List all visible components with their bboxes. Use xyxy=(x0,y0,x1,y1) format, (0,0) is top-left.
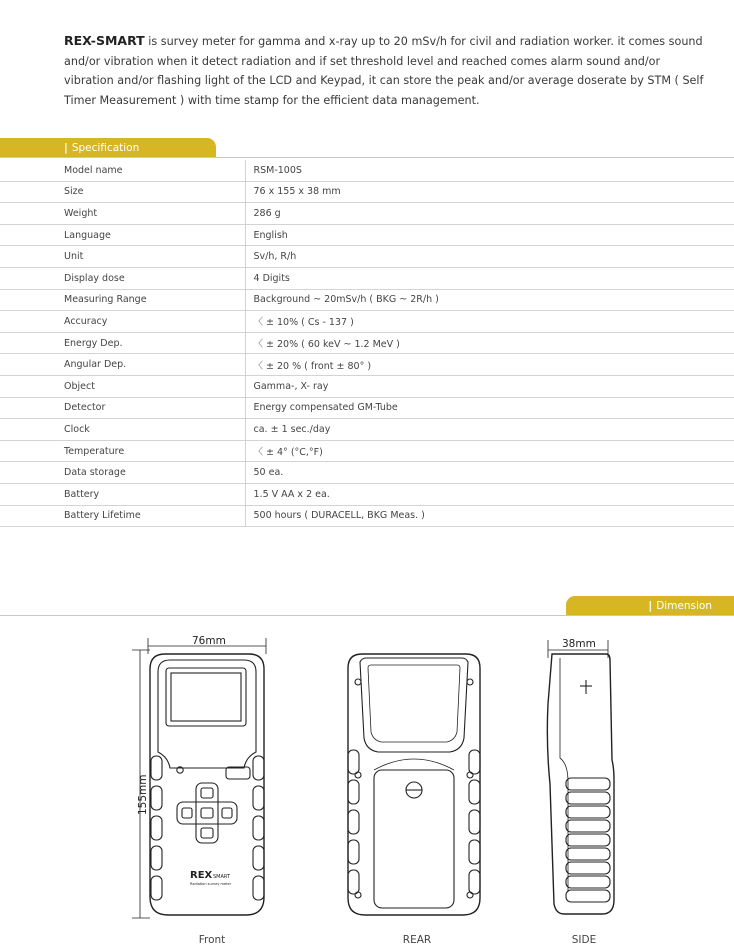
spec-row xyxy=(0,224,734,246)
grip-bump xyxy=(151,876,162,900)
rear-view-drawing xyxy=(348,654,480,915)
spec-row xyxy=(0,267,734,289)
spec-row xyxy=(0,181,734,203)
grip-bump xyxy=(469,750,480,774)
grip-bump xyxy=(151,816,162,840)
intro-text: is survey meter for gamma and x-ray up to 20 mSv/h for civil and radiation worker. it comes sound and/or vibration when it detect radiation and if set threshold level and reached comes alarm sound and/or vibration and/or flashing light of the LCD and Keypad, it can store the peak and/or average doserate by STM ( Self Timer Measurement ) with time stamp for the efficient data management. xyxy=(64,35,704,107)
spec-value: 〈 ± 4° (°C,°F) xyxy=(245,440,734,462)
spec-value: 1.5 V AA x 2 ea. xyxy=(245,483,734,505)
grip-bump xyxy=(566,876,610,888)
spec-row xyxy=(0,419,734,441)
dimension-tab: | Dimension xyxy=(566,596,734,616)
grip-bump xyxy=(253,846,264,870)
spec-row xyxy=(0,332,734,354)
grip-bump xyxy=(566,848,610,860)
spec-value: Background ~ 20mSv/h ( BKG ~ 2R/h ) xyxy=(245,289,734,311)
grip-bump xyxy=(253,786,264,810)
grip-bump xyxy=(566,806,610,818)
rear-caption: REAR xyxy=(402,934,432,946)
specification-divider xyxy=(0,157,734,158)
spec-key: Object xyxy=(0,375,245,397)
dimension-tab-label: Dimension xyxy=(656,600,712,612)
grip-bump xyxy=(348,870,359,894)
spec-key: Weight xyxy=(0,203,245,225)
spec-key: Battery Lifetime xyxy=(0,505,245,527)
spec-row xyxy=(0,246,734,268)
grip-bump xyxy=(566,890,610,902)
specification-table xyxy=(0,160,734,527)
spec-key: Size xyxy=(0,181,245,203)
spec-row xyxy=(0,397,734,419)
grip-bump xyxy=(566,778,610,790)
spec-key: Display dose xyxy=(0,267,245,289)
spec-row xyxy=(0,203,734,225)
specification-tab-label: Specification xyxy=(71,142,140,154)
grip-bump xyxy=(469,810,480,834)
width-label: 76mm xyxy=(192,635,226,647)
brand-name: REX-SMART xyxy=(64,33,145,49)
grip-bump xyxy=(566,834,610,846)
spec-key: Detector xyxy=(0,397,245,419)
grip-bump xyxy=(469,840,480,864)
spec-value: 76 x 155 x 38 mm xyxy=(245,181,734,203)
front-view-drawing xyxy=(132,635,266,918)
grip-bump xyxy=(253,816,264,840)
grip-bump xyxy=(566,862,610,874)
spec-value: 50 ea. xyxy=(245,462,734,484)
spec-row xyxy=(0,289,734,311)
spec-row xyxy=(0,160,734,181)
spec-row xyxy=(0,505,734,527)
front-logo-tagline: Radiation survey meter xyxy=(190,882,232,886)
spec-key: Data storage xyxy=(0,462,245,484)
spec-row xyxy=(0,311,734,333)
grip-bump xyxy=(348,840,359,864)
spec-value: ca. ± 1 sec./day xyxy=(245,419,734,441)
grip-bump xyxy=(469,780,480,804)
spec-key: Unit xyxy=(0,246,245,268)
depth-label: 38mm xyxy=(562,638,596,650)
spec-key: Temperature xyxy=(0,440,245,462)
spec-row xyxy=(0,462,734,484)
grip-bump xyxy=(253,876,264,900)
grip-bump xyxy=(253,756,264,780)
spec-value: RSM-100S xyxy=(245,160,734,181)
front-logo: REX xyxy=(190,870,213,881)
grip-bump xyxy=(151,756,162,780)
spec-value: 4 Digits xyxy=(245,267,734,289)
spec-key: Clock xyxy=(0,419,245,441)
spec-key: Language xyxy=(0,224,245,246)
grip-bump xyxy=(566,792,610,804)
side-view-drawing xyxy=(547,638,614,914)
front-caption: Front xyxy=(198,934,226,946)
spec-row xyxy=(0,483,734,505)
grip-bump xyxy=(469,870,480,894)
spec-key: Accuracy xyxy=(0,311,245,333)
specification-tab: | Specification xyxy=(0,138,216,158)
spec-value: 〈 ± 20% ( 60 keV ~ 1.2 MeV ) xyxy=(245,332,734,354)
grip-bump xyxy=(348,750,359,774)
spec-value: 286 g xyxy=(245,203,734,225)
spec-key: Model name xyxy=(0,160,245,181)
spec-row xyxy=(0,440,734,462)
spec-value: English xyxy=(245,224,734,246)
front-logo-sub: SMART xyxy=(213,874,231,880)
spec-value: 〈 ± 20 % ( front ± 80° ) xyxy=(245,354,734,376)
spec-value: 〈 ± 10% ( Cs - 137 ) xyxy=(245,311,734,333)
spec-key: Battery xyxy=(0,483,245,505)
device-drawings xyxy=(0,620,734,932)
grip-bump xyxy=(151,846,162,870)
spec-value: Energy compensated GM-Tube xyxy=(245,397,734,419)
spec-key: Angular Dep. xyxy=(0,354,245,376)
side-caption: SIDE xyxy=(571,934,597,946)
spec-row xyxy=(0,354,734,376)
intro-paragraph xyxy=(64,31,704,110)
spec-row xyxy=(0,375,734,397)
spec-value: Gamma-, X- ray xyxy=(245,375,734,397)
dimension-divider xyxy=(0,615,734,616)
grip-bump xyxy=(566,820,610,832)
spec-key: Measuring Range xyxy=(0,289,245,311)
height-label: 155mm xyxy=(137,774,149,815)
spec-value: Sv/h, R/h xyxy=(245,246,734,268)
spec-value: 500 hours ( DURACELL, BKG Meas. ) xyxy=(245,505,734,527)
grip-bump xyxy=(151,786,162,810)
grip-bump xyxy=(348,810,359,834)
spec-key: Energy Dep. xyxy=(0,332,245,354)
grip-bump xyxy=(348,780,359,804)
